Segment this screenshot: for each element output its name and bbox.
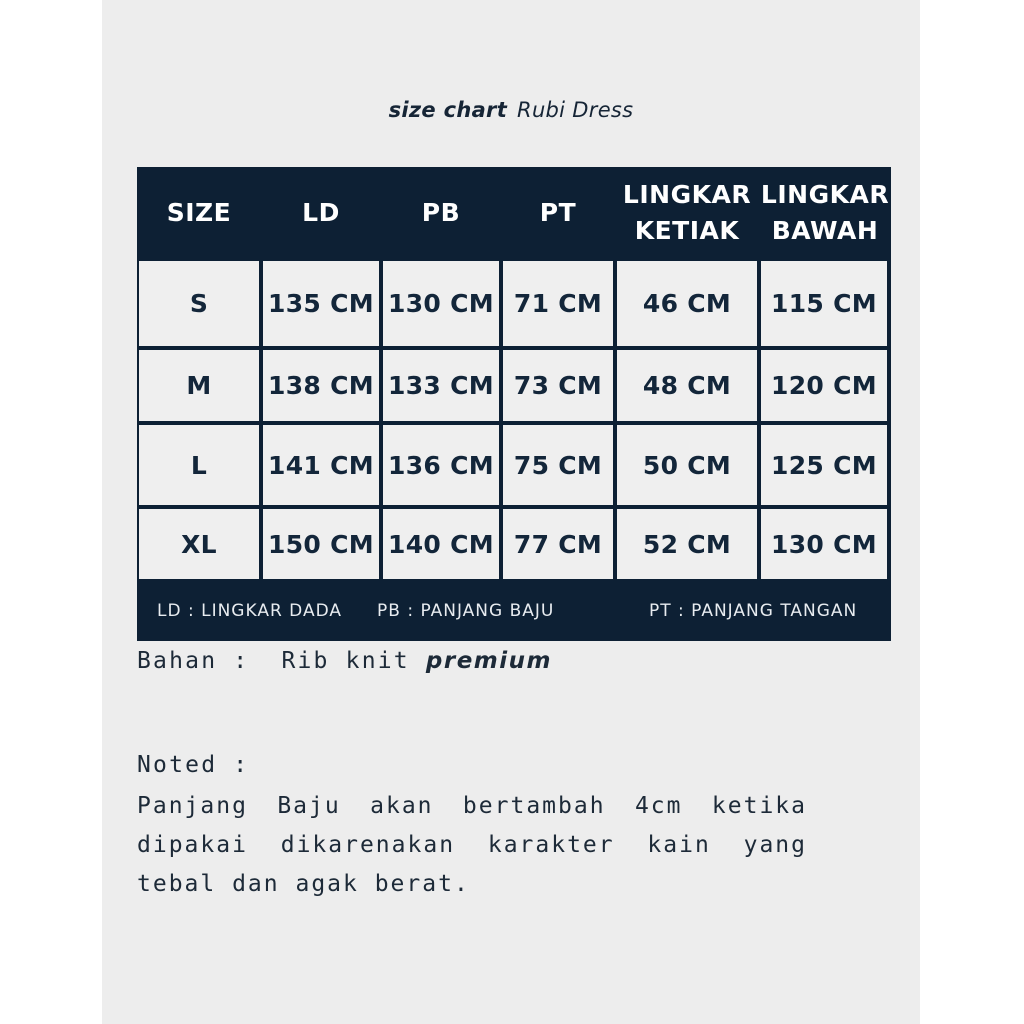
table-cell: 50 CM	[617, 425, 757, 505]
table-cell: 77 CM	[503, 509, 613, 579]
table-cell: L	[139, 425, 259, 505]
table-cell: 75 CM	[503, 425, 613, 505]
header-lingkar-bawah: LINGKAR BAWAH	[760, 180, 890, 245]
table-cell: 133 CM	[383, 350, 499, 421]
table-cell: 115 CM	[761, 261, 887, 346]
table-cell: 71 CM	[503, 261, 613, 346]
header-pb: PB	[421, 198, 461, 227]
material-value: Rib knit	[281, 648, 410, 674]
table-cell: 136 CM	[383, 425, 499, 505]
table-cell: 138 CM	[263, 350, 379, 421]
note-text: Panjang Baju akan bertambah 4cm ketika dipakai dikarenakan karakter kain yang tebal dan agak berat.	[137, 793, 807, 897]
page-title	[102, 98, 920, 122]
table-cell: S	[139, 261, 259, 346]
table-cell: 130 CM	[761, 509, 887, 579]
title-label: size chart	[388, 98, 508, 122]
legend-pb: PB : PANJANG BAJU	[377, 601, 555, 621]
table-cell: 48 CM	[617, 350, 757, 421]
header-lingkar-ketiak: LINGKAR KETIAK	[622, 180, 752, 245]
table-header-row	[137, 167, 891, 259]
table-cell: 140 CM	[383, 509, 499, 579]
table-cell: 73 CM	[503, 350, 613, 421]
note-label: Noted :	[137, 752, 250, 778]
material-label: Bahan :	[137, 648, 250, 674]
table-cell: 46 CM	[617, 261, 757, 346]
table-cell: XL	[139, 509, 259, 579]
table-cell: 120 CM	[761, 350, 887, 421]
table-cell: 150 CM	[263, 509, 379, 579]
legend-ld: LD : LINGKAR DADA	[157, 601, 343, 621]
table-cell: 135 CM	[263, 261, 379, 346]
header-ld: LD	[302, 198, 340, 227]
material-line	[137, 648, 552, 674]
header-size: SIZE	[166, 198, 232, 227]
table-cell: 125 CM	[761, 425, 887, 505]
table-cell: 52 CM	[617, 509, 757, 579]
table-cell: M	[139, 350, 259, 421]
legend-pt: PT : PANJANG TANGAN	[649, 601, 858, 621]
table-cell: 141 CM	[263, 425, 379, 505]
header-pt: PT	[539, 198, 577, 227]
material-emphasis: premium	[425, 648, 553, 674]
size-chart-table	[137, 167, 891, 641]
product-name: Rubi Dress	[517, 98, 634, 122]
table-cell: 130 CM	[383, 261, 499, 346]
